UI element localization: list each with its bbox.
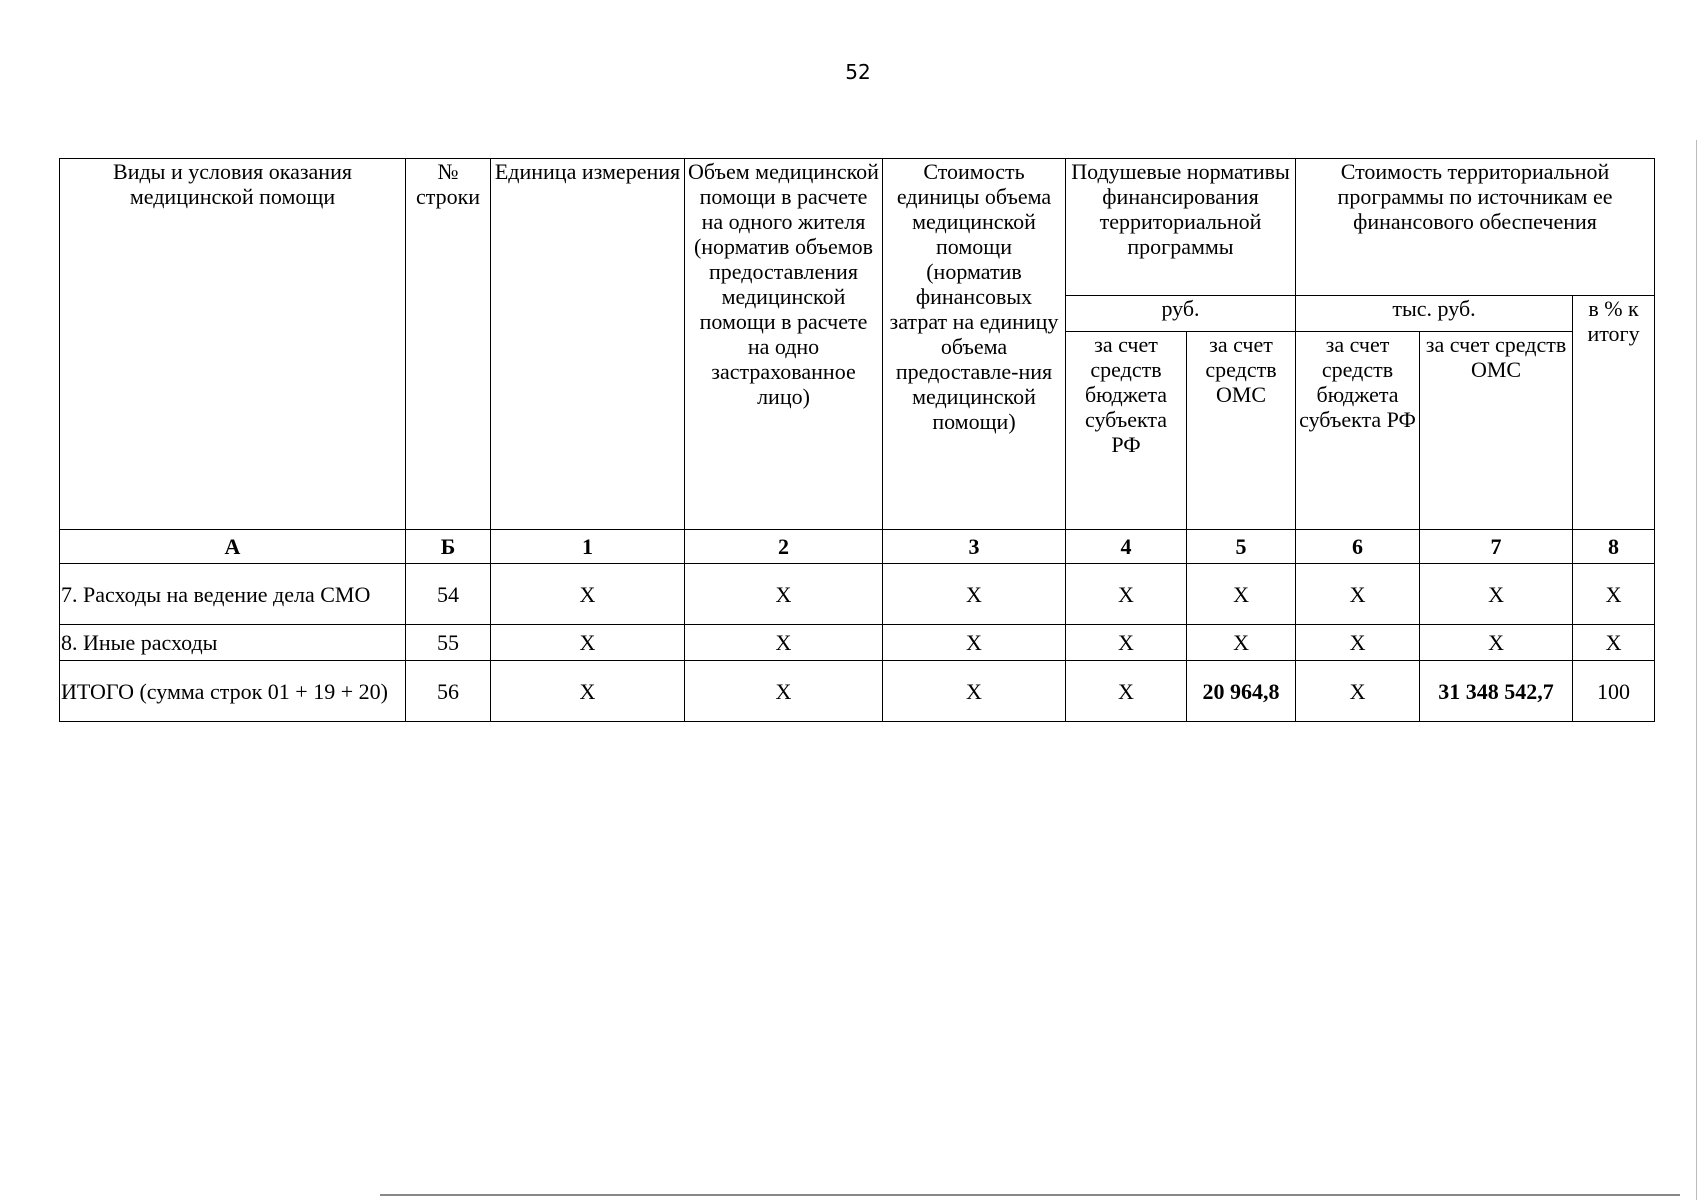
row-label: 7. Расходы на ведение дела СМО — [60, 564, 406, 625]
row-line-number: 54 — [406, 564, 491, 625]
cell: X — [1066, 564, 1187, 625]
column-number: 4 — [1066, 530, 1187, 564]
total-per-capita-oms: 20 964,8 — [1187, 661, 1296, 722]
scan-edge-line — [380, 1194, 1680, 1196]
header-program-cost: Стоимость территориальной программы по источникам ее финансового обеспечения — [1296, 159, 1655, 296]
column-number: 7 — [1420, 530, 1573, 564]
cell: X — [883, 564, 1066, 625]
page-number: 52 — [845, 60, 871, 84]
cell: X — [491, 625, 685, 661]
row-line-number: 55 — [406, 625, 491, 661]
cell: X — [1420, 564, 1573, 625]
cell: X — [1296, 564, 1420, 625]
header-line-number: № строки — [406, 159, 491, 530]
scan-edge-line — [1696, 140, 1697, 1200]
cell: X — [491, 564, 685, 625]
column-number-row — [60, 530, 1655, 564]
column-number: 5 — [1187, 530, 1296, 564]
cell: X — [685, 625, 883, 661]
column-number: 1 — [491, 530, 685, 564]
row-line-number: 56 — [406, 661, 491, 722]
total-cost-oms: 31 348 542,7 — [1420, 661, 1573, 722]
row-label: ИТОГО (сумма строк 01 + 19 + 20) — [60, 661, 406, 722]
header-cost-oms: за счет средств ОМС — [1420, 332, 1573, 530]
header-per-capita-regional-budget: за счет средств бюджета субъекта РФ — [1066, 332, 1187, 530]
table-row — [60, 564, 1655, 625]
table-row — [60, 625, 1655, 661]
header-unit: Единица измерения — [491, 159, 685, 530]
header-unit-cost: Стоимость единицы объема медицинской помощи (норматив финансовых затрат на единицу объема предоставле-ния медицинской помощи) — [883, 159, 1066, 530]
cell: X — [883, 661, 1066, 722]
header-per-capita-oms: за счет средств ОМС — [1187, 332, 1296, 530]
column-number: 2 — [685, 530, 883, 564]
cell: 100 — [1573, 661, 1655, 722]
territorial-program-table — [59, 158, 1655, 722]
cell: X — [1296, 625, 1420, 661]
cell: X — [1296, 661, 1420, 722]
cell: X — [1187, 564, 1296, 625]
column-number: Б — [406, 530, 491, 564]
cell: X — [1066, 661, 1187, 722]
cell: X — [1573, 625, 1655, 661]
column-number: 8 — [1573, 530, 1655, 564]
header-volume: Объем медицинской помощи в расчете на одного жителя (норматив объемов предоставления медицинской помощи в расчете на одно застрахованное лицо) — [685, 159, 883, 530]
cell: X — [685, 661, 883, 722]
column-number: А — [60, 530, 406, 564]
cell: X — [491, 661, 685, 722]
header-kinds-conditions: Виды и условия оказания медицинской помощи — [60, 159, 406, 530]
header-unit-rub: руб. — [1066, 296, 1296, 332]
cell: X — [1066, 625, 1187, 661]
header-per-capita-norms: Подушевые нормативы финансирования территориальной программы — [1066, 159, 1296, 296]
column-number: 6 — [1296, 530, 1420, 564]
header-percent-of-total: в % к итогу — [1573, 296, 1655, 530]
cell: X — [1420, 625, 1573, 661]
table-row-total — [60, 661, 1655, 722]
header-unit-thousand-rub: тыс. руб. — [1296, 296, 1573, 332]
cell: X — [1187, 625, 1296, 661]
cell: X — [685, 564, 883, 625]
header-cost-regional-budget: за счет средств бюджета субъекта РФ — [1296, 332, 1420, 530]
cell: X — [883, 625, 1066, 661]
row-label: 8. Иные расходы — [60, 625, 406, 661]
cell: X — [1573, 564, 1655, 625]
column-number: 3 — [883, 530, 1066, 564]
